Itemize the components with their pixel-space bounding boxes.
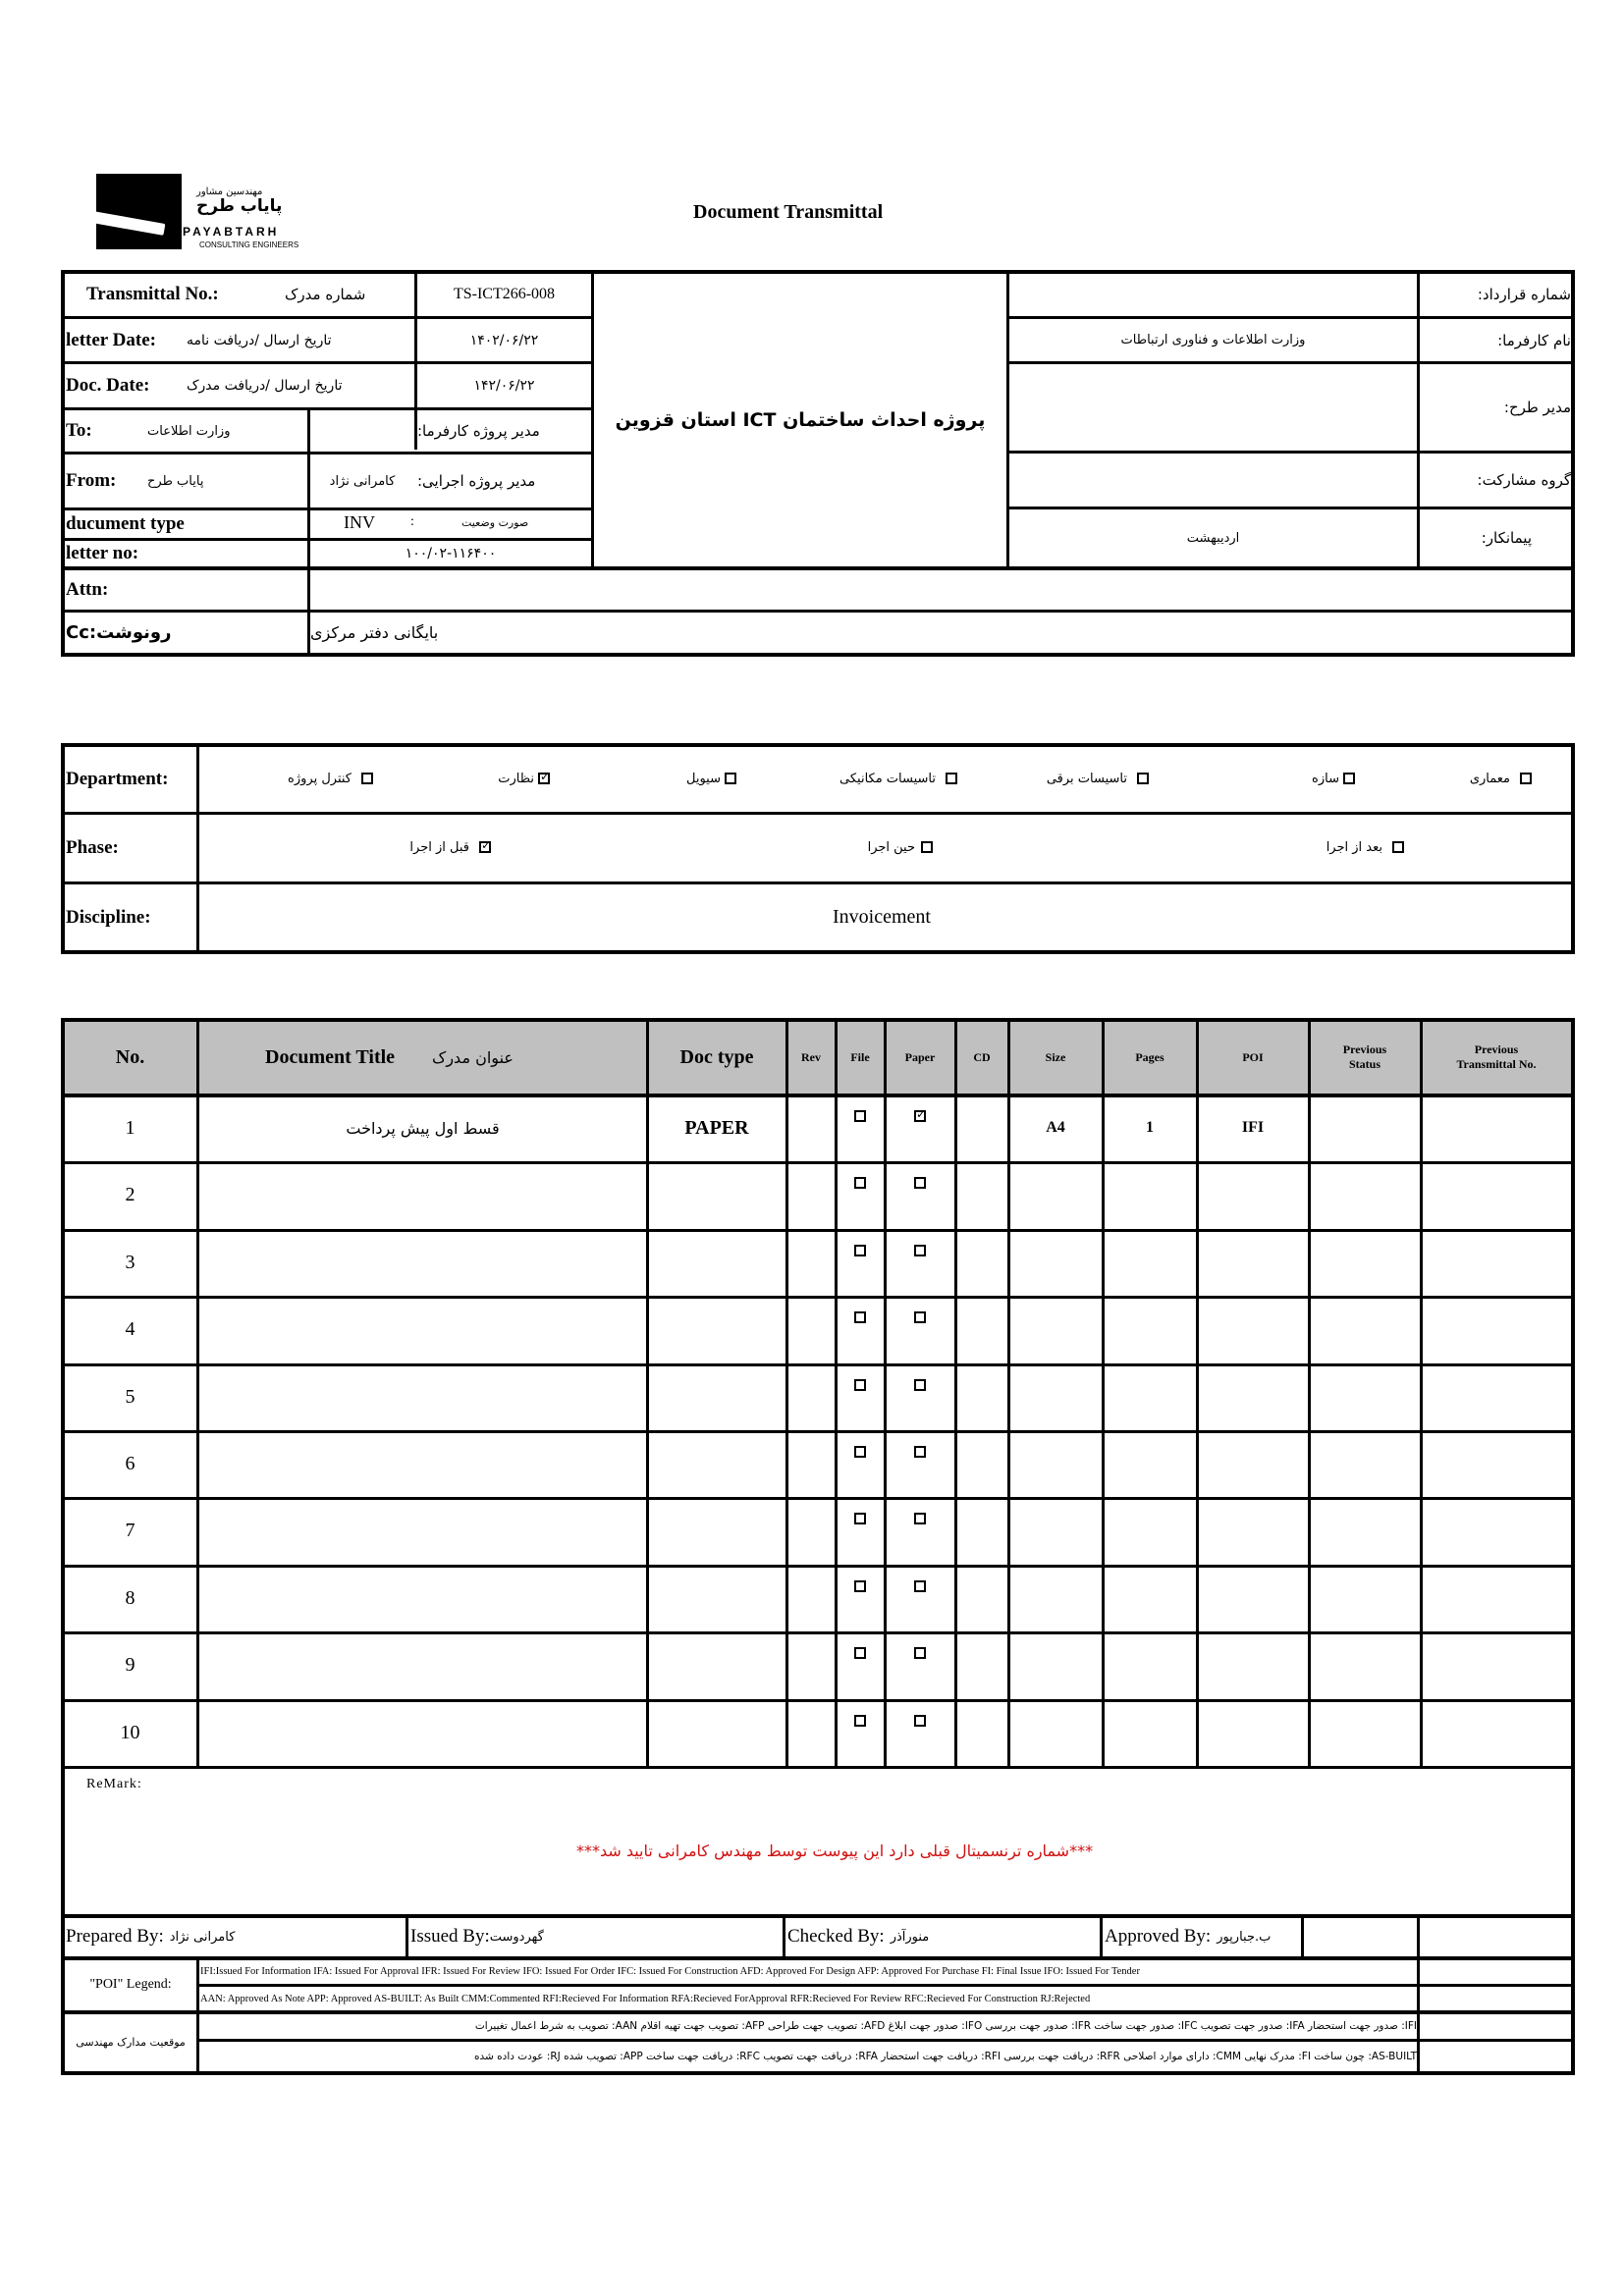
transmittal-no-label: Transmittal No.:	[86, 284, 219, 304]
cell-size: A4	[1046, 1119, 1065, 1136]
col-header-cd: CD	[973, 1049, 991, 1064]
approved-by-value: ب.جبارپور	[1217, 1929, 1272, 1945]
file-checkbox[interactable]	[854, 1715, 866, 1727]
checkbox-electrical[interactable]	[1137, 773, 1149, 784]
cell-pages	[1104, 1432, 1196, 1495]
phase-label: Phase:	[66, 837, 119, 858]
file-checkbox-cell	[837, 1163, 884, 1224]
logo-subtitle-en: CONSULTING ENGINEERS	[199, 240, 299, 249]
cell-pages	[1104, 1298, 1196, 1361]
cell-rev	[787, 1298, 835, 1361]
file-checkbox[interactable]	[854, 1245, 866, 1256]
checkbox-during-execution[interactable]	[921, 841, 933, 853]
dept-label: تاسیسات برقی	[1046, 771, 1127, 786]
cell-prev-status	[1310, 1298, 1420, 1361]
cell-title: قسط اول پیش پرداخت	[346, 1118, 500, 1138]
cell-poi	[1198, 1231, 1308, 1294]
header-line: Status	[1348, 1057, 1380, 1071]
cell-cd	[956, 1096, 1007, 1159]
cell-pages	[1104, 1567, 1196, 1629]
issued-by-label: Issued By:	[410, 1926, 490, 1947]
dept-label: کنترل پروژه	[288, 771, 352, 786]
cell-doc-type	[648, 1633, 785, 1696]
paper-checkbox-cell	[886, 1298, 954, 1359]
paper-checkbox-cell	[886, 1567, 954, 1628]
col-header-prev-status	[1310, 1021, 1420, 1094]
cell-doc-type	[648, 1231, 785, 1294]
phase-label-text: حین اجرا	[867, 839, 915, 855]
cell-doc-type	[648, 1701, 785, 1764]
transmittal-no-value: TS-ICT266-008	[453, 286, 556, 302]
eng-docs-legend-line2: AS-BUILT: چون ساخت FI: مدرک نهایی CMM: دارای موارد اصلاحی RFR: دریافت جهت بررسی RFI: دریافت جهت استحضار RFA: دریافت جهت تصویب RFC: دریافت جهت ساخت APP: تصویب شده RJ: عودت داده شده	[474, 2051, 1417, 2062]
col-header-file: File	[850, 1049, 870, 1064]
cell-poi: IFI	[1241, 1119, 1265, 1136]
cell-doc-type	[648, 1432, 785, 1495]
dept-option-project-control[interactable]	[255, 756, 373, 801]
prepared-by-value: کامرانی نژاد	[169, 1929, 236, 1945]
checkbox-supervision[interactable]	[538, 773, 550, 784]
cell-rev	[787, 1231, 835, 1294]
file-checkbox[interactable]	[854, 1446, 866, 1458]
cell-rev	[787, 1432, 835, 1495]
cell-pages	[1104, 1231, 1196, 1294]
file-checkbox[interactable]	[854, 1311, 866, 1323]
dept-option-mechanical[interactable]	[805, 756, 957, 801]
plan-manager-label: مدیر طرح:	[1503, 399, 1571, 416]
cell-size	[1009, 1365, 1102, 1428]
file-checkbox[interactable]	[854, 1513, 866, 1524]
letter-date-label: letter Date:	[66, 329, 156, 350]
cell-size	[1009, 1499, 1102, 1562]
doc-date-label-fa: تاریخ ارسال /دریافت مدرک	[187, 378, 343, 394]
file-checkbox-cell	[837, 1432, 884, 1493]
checkbox-architecture[interactable]	[1520, 773, 1532, 784]
cell-cd	[956, 1499, 1007, 1562]
cell-prev-trans	[1422, 1567, 1571, 1629]
checked-by-label: Checked By:	[787, 1926, 885, 1947]
cell-poi	[1198, 1365, 1308, 1428]
discipline-label: Discipline:	[66, 906, 151, 928]
file-checkbox-cell	[837, 1365, 884, 1426]
letter-no-value: ۱۰۰/۰۲-۱۱۶۴۰۰	[405, 545, 497, 561]
paper-checkbox[interactable]	[914, 1311, 926, 1323]
cell-prev-status	[1310, 1365, 1420, 1428]
cell-no: 1	[125, 1116, 135, 1139]
prepared-by-label: Prepared By:	[66, 1926, 164, 1947]
file-checkbox[interactable]	[854, 1580, 866, 1592]
checkbox-structure[interactable]	[1343, 773, 1355, 784]
cell-no: 7	[125, 1519, 135, 1541]
dept-label: نظارت	[498, 771, 534, 786]
partnership-label: گروه مشارکت:	[1477, 471, 1571, 489]
file-checkbox-cell	[837, 1231, 884, 1292]
cell-doc-type	[648, 1499, 785, 1562]
cell-prev-status	[1310, 1701, 1420, 1764]
cell-prev-trans	[1422, 1499, 1571, 1562]
paper-checkbox-cell	[886, 1163, 954, 1224]
letter-no-label: letter no:	[66, 542, 139, 563]
prepared-by	[66, 1917, 405, 1956]
checkbox-mechanical[interactable]	[946, 773, 957, 784]
cell-cd	[956, 1231, 1007, 1294]
paper-checkbox[interactable]	[914, 1580, 926, 1592]
col-header-paper: Paper	[904, 1049, 936, 1064]
cell-title	[199, 1567, 646, 1629]
letter-date-label-fa: تاریخ ارسال /دریافت نامه	[187, 332, 332, 348]
col-header-doc-type: Doc type	[679, 1045, 754, 1068]
from-value: پایاب طرح	[147, 473, 204, 489]
col-header-prev-transmittal	[1422, 1021, 1571, 1094]
paper-checkbox[interactable]	[914, 1647, 926, 1659]
col-header-no: No.	[115, 1045, 145, 1068]
header-line: Transmittal No.	[1456, 1057, 1537, 1071]
eng-docs-status-label: موقعیت مدارک مهندسی	[76, 2036, 186, 2049]
phase-label-text: قبل از اجرا	[409, 839, 469, 855]
cell-poi	[1198, 1432, 1308, 1495]
file-checkbox[interactable]	[854, 1379, 866, 1391]
plan-manager-value	[1009, 364, 1417, 451]
project-title: پروژه احداث ساختمان ICT استان قزوین	[615, 408, 986, 431]
cell-no: 3	[125, 1251, 135, 1273]
cell-no: 6	[125, 1452, 135, 1474]
cell-rev	[787, 1633, 835, 1696]
phase-label-text: بعد از اجرا	[1326, 839, 1382, 855]
cell-poi	[1198, 1499, 1308, 1562]
cell-prev-trans	[1422, 1633, 1571, 1696]
department-label: Department:	[66, 769, 169, 789]
col-header-pages: Pages	[1135, 1049, 1164, 1064]
logo-subtitle-fa: مهندسین مشاور	[196, 187, 263, 197]
contract-no-label: شماره قرارداد:	[1477, 286, 1571, 303]
paper-checkbox-cell	[886, 1701, 954, 1762]
logo-name-fa: پایاب طرح	[196, 196, 283, 216]
cell-title	[199, 1432, 646, 1495]
checked-by	[787, 1917, 1097, 1956]
cell-title	[199, 1231, 646, 1294]
cell-prev-trans	[1422, 1432, 1571, 1495]
cell-cd	[956, 1365, 1007, 1428]
employer-pm-label: مدیر پروژه کارفرما:	[417, 422, 540, 440]
contractor-label: پیمانکار:	[1481, 529, 1532, 547]
paper-checkbox-cell	[886, 1432, 954, 1493]
phase-option-before[interactable]	[383, 825, 491, 870]
cell-pages	[1104, 1499, 1196, 1562]
checked-by-value: منورآذر	[890, 1929, 930, 1945]
cell-prev-trans	[1422, 1365, 1571, 1428]
cell-prev-status	[1310, 1432, 1420, 1495]
paper-checkbox-cell	[886, 1499, 954, 1560]
paper-checkbox[interactable]	[914, 1110, 926, 1122]
page-title: Document Transmittal	[693, 201, 884, 223]
to-label: To:	[66, 420, 92, 441]
phase-option-during[interactable]	[835, 825, 933, 870]
cell-doc-type	[648, 1567, 785, 1629]
cell-poi	[1198, 1701, 1308, 1764]
contract-no-value	[1009, 273, 1417, 316]
cell-rev	[787, 1567, 835, 1629]
cell-cd	[956, 1298, 1007, 1361]
paper-checkbox-cell	[886, 1633, 954, 1694]
employer-name-label: نام کارفرما:	[1497, 331, 1571, 349]
checkbox-after-execution[interactable]	[1392, 841, 1404, 853]
cell-rev	[787, 1163, 835, 1226]
exec-pm-label: مدیر پروژه اجرایی:	[417, 472, 536, 490]
cell-size	[1009, 1163, 1102, 1226]
cell-no: 10	[120, 1721, 140, 1743]
paper-checkbox[interactable]	[914, 1177, 926, 1189]
cell-prev-trans	[1422, 1163, 1571, 1226]
issued-by-value: گهردوست	[489, 1929, 544, 1945]
file-checkbox-cell	[837, 1298, 884, 1359]
cell-pages	[1104, 1701, 1196, 1764]
company-logo-mark	[96, 174, 182, 249]
cell-size	[1009, 1432, 1102, 1495]
col-header-poi: POI	[1242, 1049, 1264, 1064]
cell-rev	[787, 1365, 835, 1428]
cell-doc-type	[648, 1163, 785, 1226]
cell-size	[1009, 1633, 1102, 1696]
paper-checkbox-cell	[886, 1365, 954, 1426]
employer-name-value: وزارت اطلاعات و فناوری ارتباطات	[1120, 333, 1306, 347]
paper-checkbox[interactable]	[914, 1513, 926, 1524]
partnership-value	[1009, 454, 1417, 507]
cell-size	[1009, 1231, 1102, 1294]
approved-by	[1105, 1917, 1299, 1956]
file-checkbox-cell	[837, 1096, 884, 1157]
file-checkbox[interactable]	[854, 1647, 866, 1659]
from-label: From:	[66, 470, 117, 491]
doc-type-colon: :	[410, 514, 414, 529]
exec-pm-value: کامرانی نژاد	[329, 473, 396, 489]
to-value: وزارت اطلاعات	[147, 423, 231, 439]
cell-cd	[956, 1567, 1007, 1629]
phase-option-after[interactable]	[1296, 825, 1404, 870]
cell-prev-status	[1310, 1567, 1420, 1629]
cell-prev-trans	[1422, 1231, 1571, 1294]
cell-no: 5	[125, 1385, 135, 1408]
col-header-rev: Rev	[801, 1049, 821, 1064]
file-checkbox[interactable]	[854, 1177, 866, 1189]
cell-poi	[1198, 1298, 1308, 1361]
cell-title	[199, 1701, 646, 1764]
eng-docs-legend-line1: IFI: صدور جهت استحضار IFA: صدور جهت تصویب IFC: صدور جهت ساخت IFR: صدور جهت بررسی IFO: صدور جهت ابلاغ AFD: تصویب جهت طراحی AFP: تصویب جهت تهیه اقلام AAN: تصویب به شرط اعمال تغییرات	[474, 2020, 1417, 2032]
cell-title	[199, 1163, 646, 1226]
cell-pages	[1104, 1365, 1196, 1428]
letter-date-value: ۱۴۰۲/۰۶/۲۲	[469, 332, 539, 348]
paper-checkbox-cell	[886, 1096, 954, 1157]
cell-rev	[787, 1096, 835, 1159]
cell-title	[199, 1365, 646, 1428]
col-header-title-fa: عنوان مدرک	[432, 1047, 514, 1067]
cell-doc-type: PAPER	[684, 1116, 749, 1139]
cell-rev	[787, 1499, 835, 1562]
cell-no: 9	[125, 1653, 135, 1676]
checkbox-before-execution[interactable]	[479, 841, 491, 853]
doc-type-fa: صورت وضعیت	[461, 515, 529, 529]
doc-type-value: INV	[344, 511, 375, 532]
cell-no: 2	[125, 1183, 135, 1205]
header-line: Previous	[1342, 1042, 1387, 1056]
cell-no: 8	[125, 1586, 135, 1609]
cell-title	[199, 1298, 646, 1361]
cell-doc-type	[648, 1365, 785, 1428]
doc-date-value: ۱۴۲/۰۶/۲۲	[473, 378, 535, 394]
checkbox-project-control[interactable]	[361, 773, 373, 784]
poi-legend-label: "POI" Legend:	[89, 1977, 172, 1992]
cell-poi	[1198, 1567, 1308, 1629]
cell-size	[1009, 1701, 1102, 1764]
poi-legend-line2: AAN: Approved As Note APP: Approved AS-BUILT: As Built CMM:Commented RFI:Recieved For Information RFA:Recieved ForApproval RFR:Recieved For Review RFC:Recieved For Construction RJ:Rejected	[200, 1993, 1091, 2004]
checkbox-civil[interactable]	[725, 773, 736, 784]
cc-value: بایگانی دفتر مرکزی	[310, 623, 439, 642]
dept-label: معماری	[1469, 771, 1510, 786]
cell-size	[1009, 1567, 1102, 1629]
cell-prev-status	[1310, 1231, 1420, 1294]
file-checkbox-cell	[837, 1499, 884, 1560]
cell-cd	[956, 1633, 1007, 1696]
dept-option-supervision[interactable]	[471, 756, 550, 801]
cell-pages	[1104, 1633, 1196, 1696]
cell-title	[199, 1633, 646, 1696]
cell-pages: 1	[1146, 1119, 1154, 1136]
paper-checkbox-cell	[886, 1231, 954, 1292]
file-checkbox-cell	[837, 1633, 884, 1694]
remark-label: ReMark:	[86, 1777, 142, 1791]
cell-cd	[956, 1432, 1007, 1495]
doc-type-label: ducument type	[66, 513, 185, 534]
approved-by-label: Approved By:	[1105, 1926, 1212, 1947]
discipline-value: Invoicement	[833, 906, 931, 928]
cell-doc-type	[648, 1298, 785, 1361]
cell-prev-status	[1310, 1633, 1420, 1696]
dept-label: تاسیسات مکانیکی	[839, 771, 936, 786]
dept-label: سیویل	[686, 771, 721, 786]
poi-legend-line1: IFI:Issued For Information IFA: Issued For Approval IFR: Issued For Review IFO: Issued For Order IFC: Issued For Construction AFD: Approved For Design AFP: Approved For Purchase FI: Final Issue IFO: Issued For Tender	[200, 1966, 1140, 1977]
cell-size	[1009, 1298, 1102, 1361]
logo-name-en: PAYABTARH	[183, 225, 280, 239]
file-checkbox[interactable]	[854, 1110, 866, 1122]
contractor-value: اردیبهشت	[1186, 530, 1240, 546]
doc-date-label: Doc. Date:	[66, 375, 150, 396]
cell-title	[199, 1499, 646, 1562]
cell-prev-status	[1310, 1096, 1420, 1159]
cell-cd	[956, 1701, 1007, 1764]
dept-option-architecture[interactable]	[1414, 756, 1532, 801]
header-line: Previous	[1474, 1042, 1519, 1056]
cc-label: Cc:رونوشت	[66, 622, 172, 643]
employer-pm-value	[310, 410, 414, 452]
dept-label: سازه	[1312, 771, 1339, 786]
cell-poi	[1198, 1633, 1308, 1696]
dept-option-structure[interactable]	[1276, 756, 1355, 801]
col-header-size: Size	[1045, 1049, 1066, 1064]
paper-checkbox[interactable]	[914, 1446, 926, 1458]
cell-prev-trans	[1422, 1096, 1571, 1159]
cell-prev-status	[1310, 1499, 1420, 1562]
file-checkbox-cell	[837, 1701, 884, 1762]
paper-checkbox[interactable]	[914, 1245, 926, 1256]
cell-rev	[787, 1701, 835, 1764]
cell-no: 4	[125, 1317, 135, 1340]
issued-by	[410, 1917, 782, 1956]
cell-pages	[1104, 1163, 1196, 1226]
dept-option-electrical[interactable]	[1021, 756, 1149, 801]
cell-prev-status	[1310, 1163, 1420, 1226]
col-header-title-en: Document Title	[265, 1045, 396, 1068]
dept-option-civil[interactable]	[658, 756, 736, 801]
attn-label: Attn:	[66, 578, 109, 600]
remark-text: ***شماره ترنسمیتال قبلی دارد این پیوست توسط مهندس کامرانی تایید شد***	[575, 1841, 1094, 1860]
cell-cd	[956, 1163, 1007, 1226]
cell-poi	[1198, 1163, 1308, 1226]
paper-checkbox[interactable]	[914, 1715, 926, 1727]
paper-checkbox[interactable]	[914, 1379, 926, 1391]
file-checkbox-cell	[837, 1567, 884, 1628]
cell-prev-trans	[1422, 1701, 1571, 1764]
transmittal-no-label-fa: شماره مدرک	[285, 286, 366, 303]
cell-prev-trans	[1422, 1298, 1571, 1361]
attn-value	[310, 569, 1571, 610]
